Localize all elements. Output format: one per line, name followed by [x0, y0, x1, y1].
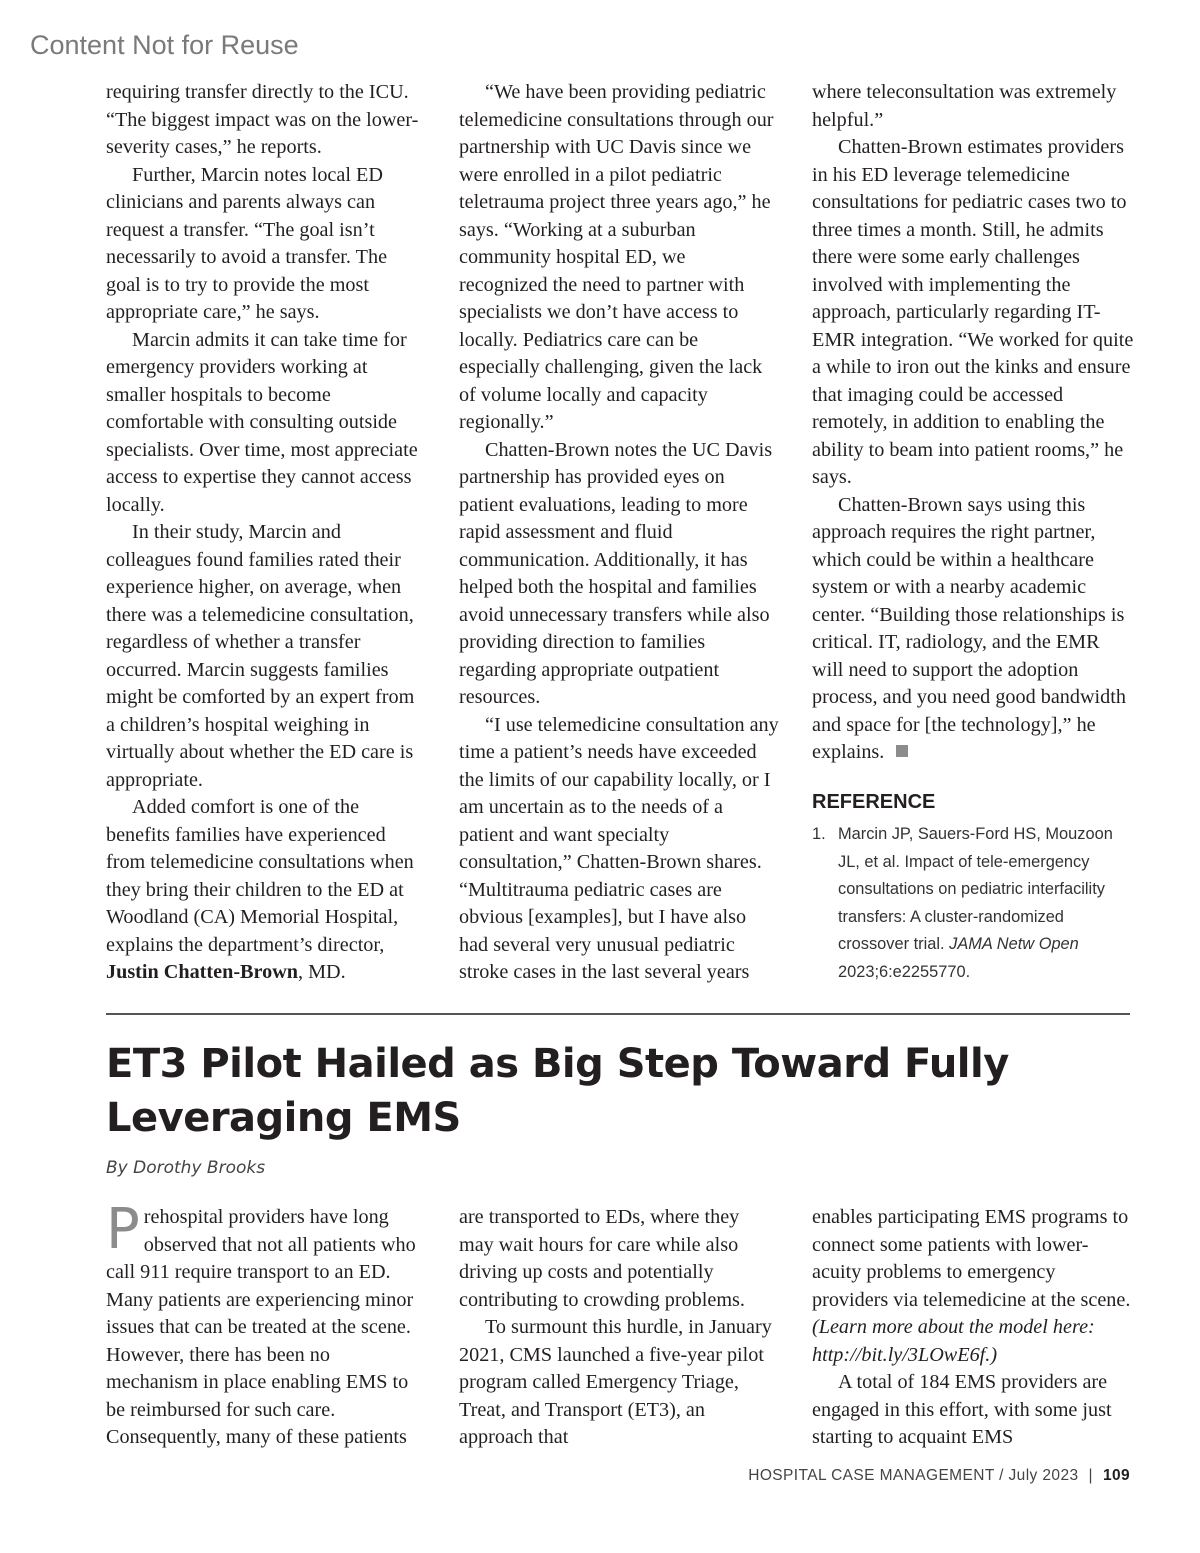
paragraph-text: rehospital providers have long observed that not all patients who call 911 require transport to an ED. Many patients are experiencing minor issues that can be treated at the scene. However, there has been no mechanism in place enabling EMS to be reimbursed for such care. Consequently, many of these patients [106, 1206, 416, 1448]
reference-heading: REFERENCE [812, 791, 936, 813]
paragraph: Chatten-Brown notes the UC Davis partnership has provided eyes on patient evaluations, leading to more rapid assessment and fluid communication. Additionally, it has helped both the hospital and families avoid unnecessary transfers while also providing direction to families regarding appropriate outpatient resources. [459, 438, 773, 708]
reference-text [838, 821, 1134, 986]
paragraph: Marcin admits it can take time for emergency providers working at smaller hospitals to become comfortable with consulting outside specialists. Over time, most appreciate access to expertise they cannot access locally. [106, 328, 418, 516]
paragraph: “We have been providing pediatric telemedicine consultations through our partnership with UC Davis since we were enrolled in a pilot pediatric teletrauma project three years ago,” he says. “Working at a suburban community hospital ED, we recognized the need to partner with specialists we don’t have access to locally. Pediatrics care can be especially challenging, given the lack of volume locally and capacity regionally.” [459, 81, 774, 433]
person-name: Justin Chatten-Brown [106, 961, 298, 983]
article-byline: By Dorothy Brooks [106, 1158, 266, 1178]
page-number: 109 [1102, 1467, 1130, 1484]
paragraph-text: enables participating EMS programs to connect some patients with lower-acuity problems to emergency providers via telemedicine at the scene. [812, 1206, 1131, 1311]
paragraph-text: Chatten-Brown says using this approach requires the right partner, which could be within a healthcare system or with a nearby academic center. “Building those relationships is critical. IT, radiology, and the EMR will need to support the adoption process, and you need good bandwidth and space for [the technology],” he explains. [812, 493, 1126, 763]
footer-separator: | [1088, 1467, 1093, 1484]
watermark: Content Not for Reuse [30, 30, 299, 60]
top-column-1 [106, 79, 426, 987]
paragraph: Chatten-Brown estimates providers in his ED leverage telemedicine consultations for pediatric cases two to three times a month. Still, he admits there were some early challenges involved with implementing the approach, particularly regarding IT-EMR integration. “We worked for quite a while to iron out the kinks and ensure that imaging could be accessed remotely, in addition to enabling the ability to beam into patient rooms,” he says. [812, 136, 1134, 488]
paragraph [106, 794, 426, 987]
paragraph: In their study, Marcin and colleagues found families rated their experience higher, on average, when there was a telemedicine consultation, regardless of whether a transfer occurred. Marcin suggests families might be comforted by an expert from a children’s hospital weighing in virtually about whether the ED care is appropriate. [106, 521, 415, 791]
paragraph [106, 1197, 426, 1452]
section-divider [106, 1013, 1130, 1015]
reference-entry [812, 821, 1134, 986]
article-headline: ET3 Pilot Hailed as Big Step Toward Fully Leveraging EMS [106, 1041, 1009, 1141]
paragraph: where teleconsultation was extremely helpful.” [812, 81, 1117, 131]
paragraph: “I use telemedicine consultation any time a patient’s needs have exceeded the limits of our capability locally, or I am uncertain as to the needs of a patient and want specialty consultation,” Chatten-Brown shares. “Multitrauma pediatric cases are obvious [examples], but I have also had several very unusual pediatric stroke cases in the last several years [459, 713, 779, 983]
article-column-3 [812, 1204, 1134, 1452]
reference-citation: 2023;6:e2255770. [838, 962, 971, 981]
paragraph: To surmount this hurdle, in January 2021, CMS launched a five-year pilot program called Emergency Triage, Treat, and Transport (ET3), an approach that [459, 1316, 772, 1448]
paragraph: Further, Marcin notes local ED clinicians and parents always can request a transfer. “The goal isn’t necessarily to avoid a transfer. The goal is to try to provide the most appropriate care,” he says. [106, 163, 388, 323]
publication-info: HOSPITAL CASE MANAGEMENT / July 2023 [748, 1467, 1079, 1484]
paragraph: are transported to EDs, where they may wait hours for care while also driving up costs and potentially contributing to crowding problems. [459, 1206, 745, 1311]
reference-number: 1. [812, 825, 826, 843]
paragraph-text: , MD. [298, 961, 346, 983]
paragraph-text: Added comfort is one of the benefits families have experienced from telemedicine consultations when they bring their children to the ED at Woodland (CA) Memorial Hospital, explains the department’s director, [106, 796, 414, 956]
article-column-2 [459, 1204, 779, 1452]
paragraph: requiring transfer directly to the ICU. “The biggest impact was on the lower-severity cases,” he reports. [106, 81, 419, 158]
top-column-2 [459, 79, 779, 987]
model-link-note: (Learn more about the model here: http://bit.ly/3LOwE6f.) [812, 1316, 1095, 1366]
journal-name: JAMA Netw Open [949, 935, 1079, 953]
top-column-3 [812, 79, 1134, 767]
paragraph: A total of 184 EMS providers are engaged in this effort, with some just starting to acquaint EMS [812, 1371, 1112, 1448]
page-footer [748, 1467, 1130, 1485]
paragraph [812, 1204, 1134, 1369]
end-mark-icon [896, 745, 908, 757]
reference-body: Marcin JP, Sauers-Ford HS, Mouzoon JL, et al. Impact of tele-emergency consultations on pediatric interfacility transfers: A cluster-randomized crossover trial. [838, 825, 1113, 953]
article-column-1 [106, 1197, 426, 1452]
paragraph [812, 492, 1134, 767]
drop-cap: P [106, 1197, 140, 1262]
